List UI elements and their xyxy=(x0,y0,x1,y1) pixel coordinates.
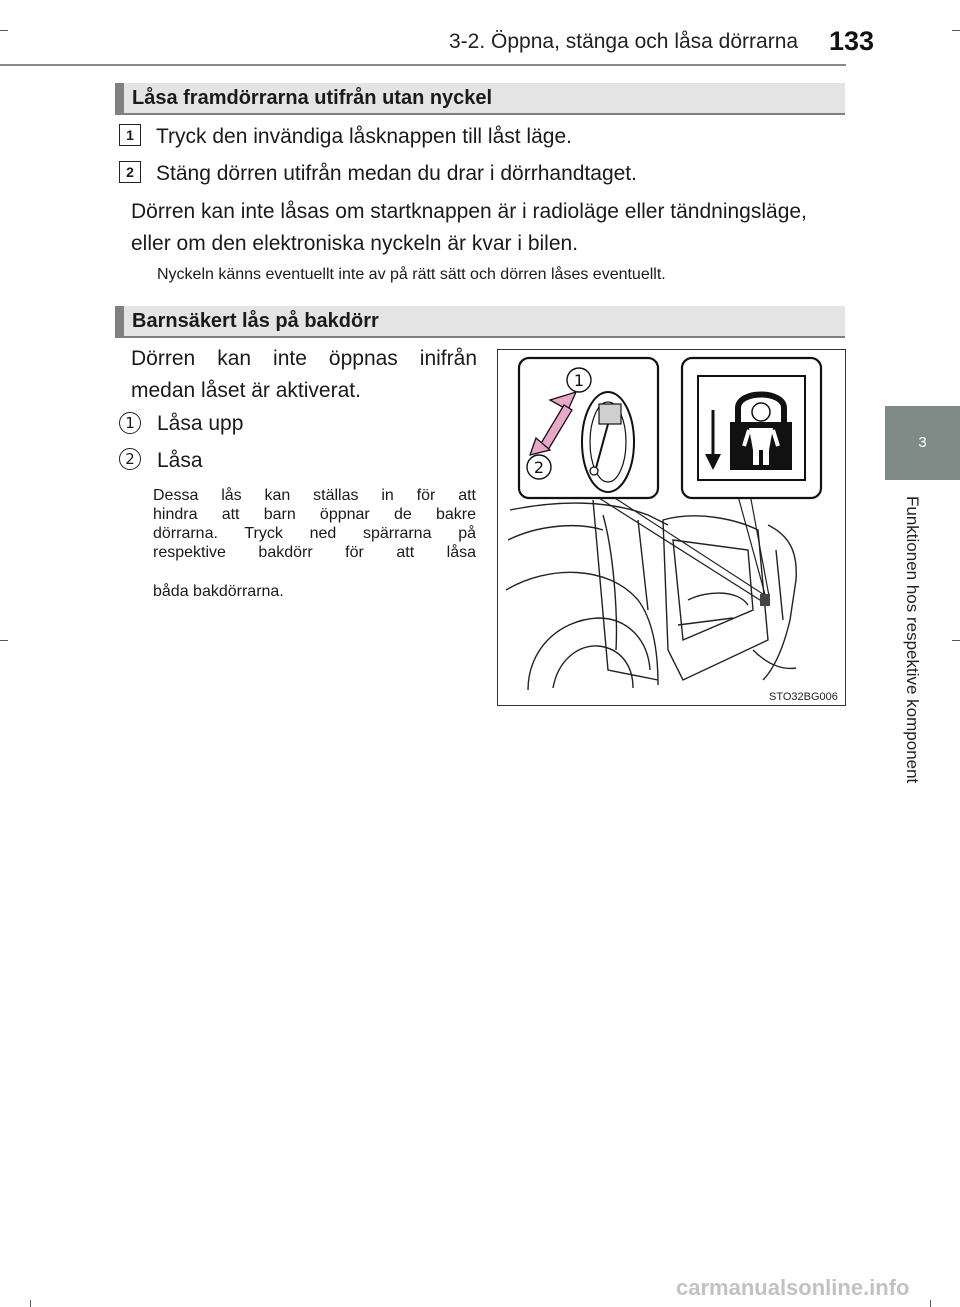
note-line: dörrarna. Tryck ned spärrarna på xyxy=(153,525,476,542)
note-line: respektive bakdörr för att låsa xyxy=(153,544,476,561)
page-number: 133 xyxy=(829,26,875,56)
chapter-tab-label: Funktionen hos respektive komponent xyxy=(903,496,922,784)
figure-callout-2: 2 xyxy=(533,458,545,477)
paragraph-line: Dörren kan inte låsas om startknappen är i radioläge eller tändningsläge, xyxy=(131,200,807,223)
note-line: Dessa lås kan ställas in för att xyxy=(153,487,476,504)
chapter-tab xyxy=(885,406,960,480)
paragraph-line: Dörren kan inte öppnas inifrån xyxy=(131,347,477,370)
running-header-title: 3-2. Öppna, stänga och låsa dörrarna xyxy=(449,30,799,53)
step-number-badge: 2 xyxy=(119,161,141,183)
step-text: Tryck den invändiga låsknappen till låst läge. xyxy=(156,125,572,148)
crop-mark xyxy=(952,30,960,31)
crop-mark xyxy=(930,1300,931,1307)
crop-mark xyxy=(0,30,8,31)
note-text: Nyckeln känns eventuellt inte av på rätt sätt och dörren låses eventuellt. xyxy=(157,266,666,283)
callout-number: 2 xyxy=(119,448,141,470)
item-text-lock: Låsa xyxy=(157,449,203,472)
child-lock-drawing xyxy=(498,350,845,705)
note-line: båda bakdörrarna. xyxy=(153,583,284,600)
chapter-number: 3 xyxy=(918,434,927,451)
figure-callout-1: 1 xyxy=(573,371,585,390)
section-heading-front-doors: Låsa framdörrarna utifrån utan nyckel xyxy=(115,83,845,115)
paragraph-line: medan låset är aktiverat. xyxy=(131,379,361,402)
figure-code: STO32BG006 xyxy=(769,691,838,703)
paragraph-line: eller om den elektroniska nyckeln är kvar i bilen. xyxy=(131,232,579,255)
crop-mark xyxy=(0,640,8,641)
item-text-unlock: Låsa upp xyxy=(157,412,244,435)
header-rule xyxy=(0,64,846,66)
note-line: hindra att barn öppnar de bakre xyxy=(153,506,476,523)
child-lock-illustration xyxy=(497,349,846,706)
step-text: Stäng dörren utifrån medan du drar i dörrhandtaget. xyxy=(156,162,637,185)
watermark: carmanualsonline.info xyxy=(676,1275,910,1300)
step-number-badge: 1 xyxy=(119,124,141,146)
crop-mark xyxy=(30,1300,31,1307)
crop-mark xyxy=(952,640,960,641)
callout-number: 1 xyxy=(119,412,141,434)
section-heading-child-lock: Barnsäkert lås på bakdörr xyxy=(115,306,845,338)
